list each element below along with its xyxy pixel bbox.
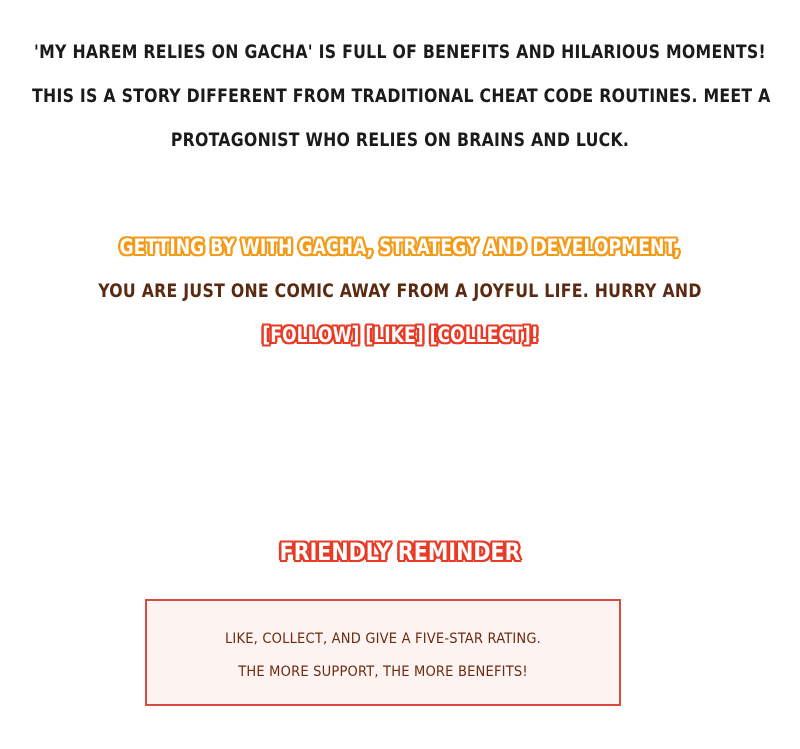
- reminder-line-1: LIKE, COLLECT, AND GIVE A FIVE-STAR RATING.: [224, 631, 542, 647]
- reminder-line-2: THE MORE SUPPORT, THE MORE BENEFITS!: [238, 664, 528, 680]
- promo-headline: GETTING BY WITH GACHA, STRATEGY AND DEVELOPMENT,: [119, 235, 681, 259]
- reminder-box: [145, 599, 621, 706]
- reminder-title-row: [0, 530, 800, 574]
- intro-line-2: THIS IS A STORY DIFFERENT FROM TRADITIONAL CHEAT CODE ROUTINES. MEET A: [32, 85, 771, 107]
- promo-block: [0, 225, 800, 357]
- intro-line-1: 'MY HAREM RELIES ON GACHA' IS FULL OF BENEFITS AND HILARIOUS MOMENTS!: [34, 41, 766, 63]
- promo-headline-row: [0, 225, 800, 269]
- promo-body-row: [0, 269, 800, 313]
- promo-body: YOU ARE JUST ONE COMIC AWAY FROM A JOYFUL LIFE. HURRY AND: [98, 280, 702, 302]
- intro-paragraph: [0, 30, 800, 162]
- intro-line-3: PROTAGONIST WHO RELIES ON BRAINS AND LUCK.: [170, 129, 630, 151]
- promo-cta-row: [0, 313, 800, 357]
- promo-call-to-action: [FOLLOW] [LIKE] [COLLECT]!: [261, 323, 539, 347]
- reminder-title: FRIENDLY REMINDER: [279, 538, 521, 566]
